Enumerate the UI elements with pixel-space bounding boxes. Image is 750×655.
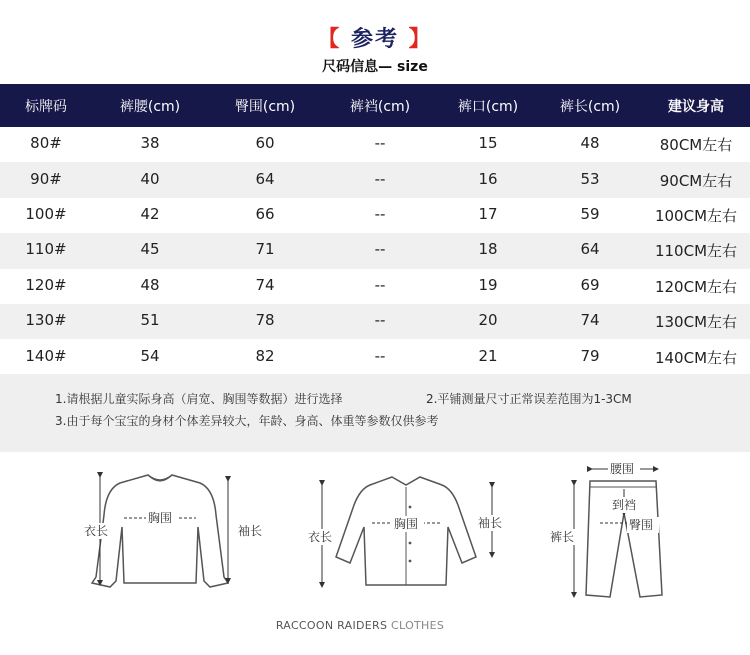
table-cell: 78 bbox=[255, 311, 275, 330]
table-cell: 100CM左右 bbox=[654, 206, 738, 225]
title-bracket-right: 】 bbox=[408, 27, 433, 52]
table-cell: -- bbox=[374, 204, 386, 223]
table-cell: 90CM左右 bbox=[659, 171, 733, 190]
table-cell: 45 bbox=[140, 240, 160, 259]
table-row bbox=[0, 269, 750, 304]
shirt-sleeve-label: 袖长 bbox=[478, 516, 503, 530]
table-row bbox=[0, 233, 750, 268]
table-cell: 80# bbox=[30, 134, 62, 153]
table-cell: 64 bbox=[255, 169, 275, 188]
brand-name: RACCOON RAIDERS bbox=[275, 619, 388, 632]
title-text: 参考 bbox=[350, 27, 399, 52]
table-cell: 140# bbox=[25, 346, 67, 365]
table-cell: 74 bbox=[255, 275, 275, 294]
table-cell: 82 bbox=[255, 346, 275, 365]
pants-diagram bbox=[548, 461, 662, 597]
table-cell: 66 bbox=[255, 204, 275, 223]
pants-length-label: 裤长 bbox=[550, 530, 575, 544]
table-cell: -- bbox=[374, 134, 386, 153]
table-row bbox=[0, 304, 750, 339]
column-header: 裤长(cm) bbox=[559, 98, 621, 115]
column-header: 裤腰(cm) bbox=[119, 98, 181, 115]
table-cell: 100# bbox=[25, 204, 67, 223]
pants-rise-label: 到裆 bbox=[612, 498, 637, 512]
table-cell: 15 bbox=[478, 134, 498, 153]
notes-panel bbox=[0, 374, 750, 452]
table-cell: 60 bbox=[255, 134, 275, 153]
table-cell: 19 bbox=[478, 275, 498, 294]
table-cell: 71 bbox=[255, 240, 275, 259]
shirt-chest-label: 胸围 bbox=[394, 517, 419, 531]
table-row bbox=[0, 339, 750, 374]
table-cell: 48 bbox=[580, 134, 600, 153]
table-cell: 17 bbox=[478, 204, 498, 223]
table-cell: 20 bbox=[478, 311, 498, 330]
table-cell: 64 bbox=[580, 240, 600, 259]
column-header: 裤裆(cm) bbox=[349, 98, 411, 115]
sweater-chest-label: 胸围 bbox=[148, 511, 173, 525]
sweater-diagram bbox=[82, 475, 264, 587]
table-row bbox=[0, 127, 750, 162]
brand-footer bbox=[0, 619, 720, 632]
table-cell: 130# bbox=[25, 311, 67, 330]
sweater-length-label: 衣长 bbox=[84, 524, 109, 538]
note-2: 2.平铺测量尺寸正常误差范围为1-3CM bbox=[426, 392, 632, 406]
table-cell: 48 bbox=[140, 275, 160, 294]
pants-waist-label: 腰围 bbox=[610, 462, 635, 476]
page-subtitle: 尺码信息— size bbox=[322, 59, 428, 75]
column-header: 标牌码 bbox=[25, 98, 67, 115]
table-cell: 40 bbox=[140, 169, 160, 188]
table-cell: 69 bbox=[580, 275, 600, 294]
table-cell: 110# bbox=[25, 240, 67, 259]
column-header: 裤口(cm) bbox=[457, 98, 519, 115]
table-cell: 130CM左右 bbox=[654, 313, 738, 332]
table-cell: 42 bbox=[140, 204, 160, 223]
table-cell: 90# bbox=[30, 169, 62, 188]
shirt-diagram bbox=[306, 477, 504, 585]
note-1: 1.请根据儿童实际身高（肩宽、胸围等数据）进行选择 bbox=[55, 392, 343, 406]
table-cell: 51 bbox=[140, 311, 160, 330]
page-title bbox=[0, 22, 750, 53]
note-3: 3.由于每个宝宝的身材个体差异较大，年龄、身高、体重等参数仅供参考 bbox=[55, 414, 439, 428]
table-cell: 79 bbox=[580, 346, 600, 365]
table-cell: 80CM左右 bbox=[659, 136, 733, 155]
sweater-sleeve-label: 袖长 bbox=[238, 524, 263, 538]
table-row bbox=[0, 162, 750, 197]
table-body bbox=[0, 127, 750, 375]
brand-suffix: CLOTHES bbox=[387, 619, 445, 632]
column-header: 臀围(cm) bbox=[234, 98, 296, 115]
table-cell: 38 bbox=[140, 134, 160, 153]
table-cell: 120CM左右 bbox=[654, 277, 738, 296]
table-cell: 16 bbox=[478, 169, 498, 188]
table-cell: -- bbox=[374, 169, 386, 188]
column-header: 建议身高 bbox=[668, 98, 724, 115]
table-cell: 120# bbox=[25, 275, 67, 294]
sweater-outline bbox=[92, 475, 228, 587]
table-cell: 110CM左右 bbox=[654, 242, 738, 261]
table-cell: 21 bbox=[478, 346, 498, 365]
table-cell: 54 bbox=[140, 346, 160, 365]
table-cell: -- bbox=[374, 275, 386, 294]
table-cell: 140CM左右 bbox=[654, 348, 738, 367]
table-cell: -- bbox=[374, 240, 386, 259]
table-cell: 53 bbox=[580, 169, 600, 188]
pants-hip-label: 臀围 bbox=[629, 518, 654, 532]
table-cell: -- bbox=[374, 311, 386, 330]
size-table bbox=[0, 84, 750, 375]
table-cell: 59 bbox=[580, 204, 600, 223]
table-row bbox=[0, 198, 750, 233]
table-cell: 74 bbox=[580, 311, 600, 330]
table-cell: 18 bbox=[478, 240, 498, 259]
title-bracket-left: 【 bbox=[317, 27, 342, 52]
table-cell: -- bbox=[374, 346, 386, 365]
shirt-length-label: 衣长 bbox=[308, 530, 333, 544]
table-header bbox=[0, 84, 750, 127]
